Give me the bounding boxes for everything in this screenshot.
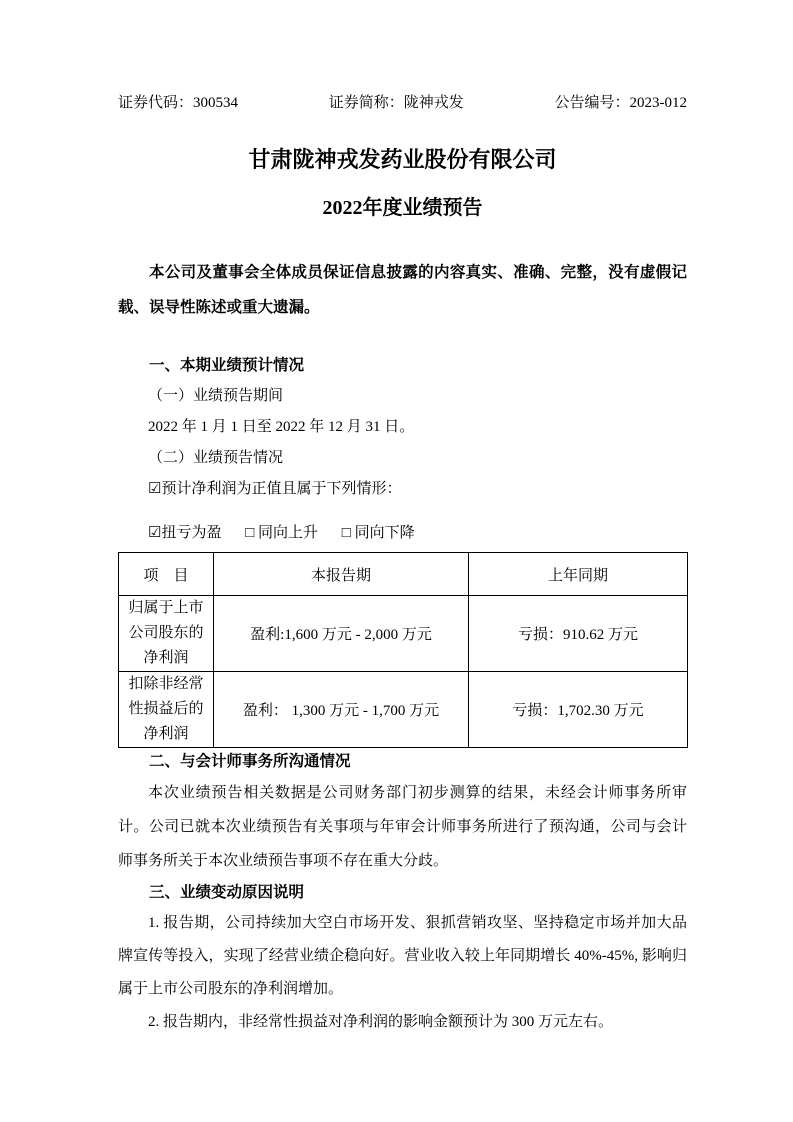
forecast-period-value: 2022 年 1 月 1 日至 2022 年 12 月 31 日。 [148, 419, 415, 435]
table-row-net-profit-excl-nonrecurring [119, 672, 688, 748]
forecast-condition-checkbox: ☑预计净利润为正值且属于下列情形： [148, 481, 402, 497]
company-title: 甘肃陇神戎发药业股份有限公司 [248, 147, 557, 172]
table-row-net-profit [119, 596, 688, 672]
row-item-label: 归属于上市公司股东的净利润 [119, 596, 214, 672]
checkbox-same-direction-down: □ 同向下降 [341, 525, 415, 541]
row-current-value: 盈利:1,600 万元 - 2,000 万元 [214, 596, 469, 672]
forecast-situation-label: （二）业绩预告情况 [148, 450, 284, 466]
disclaimer-statement: 本公司及董事会全体成员保证信息披露的内容真实、准确、完整，没有虚假记载、误导性陈述或重大遗漏。 [118, 264, 687, 316]
checkbox-same-direction-up: □ 同向上升 [245, 525, 319, 541]
table-header-row [119, 553, 688, 596]
stock-code: 证券代码：300534 [118, 95, 239, 111]
stock-abbr: 证券简称：陇神戎发 [328, 95, 464, 111]
section-1-heading: 一、本期业绩预计情况 [149, 357, 305, 374]
checkbox-turnaround-to-profit: ☑扭亏为盈 [148, 525, 222, 541]
announcement-number: 公告编号：2023-012 [554, 95, 687, 111]
section-2-heading: 二、与会计师事务所沟通情况 [149, 753, 351, 770]
forecast-options [118, 518, 687, 549]
section-3-item-2: 2. 报告期内，非经常性损益对净利润的影响金额预计为 300 万元左右。 [148, 1014, 614, 1030]
section-3-heading: 三、业绩变动原因说明 [149, 884, 305, 901]
column-header-current-period: 本报告期 [214, 553, 469, 596]
column-header-item: 项 目 [119, 553, 214, 596]
section-3-item-1: 1. 报告期，公司持续加大空白市场开发、狠抓营销攻坚、坚持稳定市场并加大品牌宣传等投入，实现了经营业绩企稳向好。营业收入较上年同期增长 40%-45%, 影响归属于上市公司股东的净利润增加。 [118, 915, 687, 997]
section-2-body: 本次业绩预告相关数据是公司财务部门初步测算的结果，未经会计师事务所审计。公司已就本次业绩预告有关事项与年审会计师事务所进行了预沟通，公司与会计师事务所关于本次业绩预告事项不存在重大分歧。 [118, 785, 687, 869]
doc-header [118, 93, 687, 113]
row-prior-value: 亏损：910.62 万元 [469, 596, 688, 672]
forecast-period-label: （一）业绩预告期间 [148, 388, 284, 404]
performance-forecast-table [118, 552, 688, 748]
row-item-label: 扣除非经常性损益后的净利润 [119, 672, 214, 748]
column-header-prior-period: 上年同期 [469, 553, 688, 596]
row-current-value: 盈利： 1,300 万元 - 1,700 万元 [214, 672, 469, 748]
row-prior-value: 亏损：1,702.30 万元 [469, 672, 688, 748]
document-title: 2022年度业绩预告 [322, 197, 483, 219]
